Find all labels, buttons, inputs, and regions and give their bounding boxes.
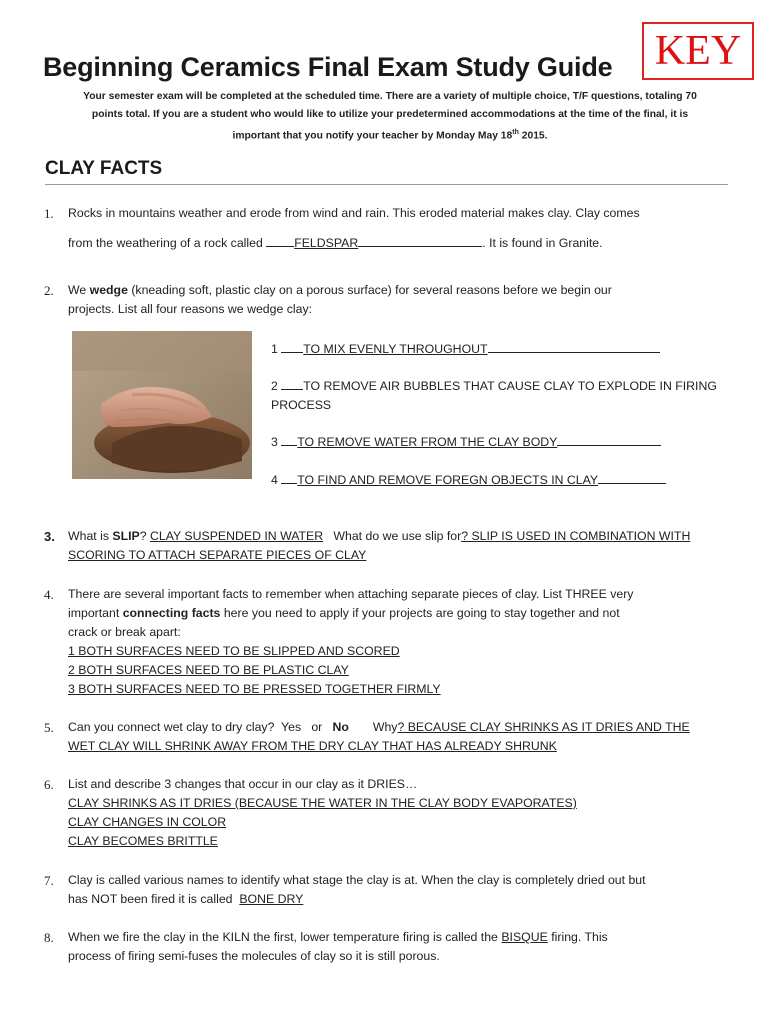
selected-answer: No bbox=[332, 720, 349, 734]
question-number: 2. bbox=[44, 283, 54, 298]
wedge-reason-2: 2 TO REMOVE AIR BUBBLES THAT CAUSE CLAY TO EXPLODE IN FIRING PROCESS bbox=[271, 376, 741, 415]
question-1: 1. Rocks in mountains weather and erode from wind and rain. This eroded material makes clay. Clay comes from the weathering of a rock called FELDSPAR . It is found in Granite. bbox=[44, 206, 640, 250]
intro-line: important that you notify your teacher by Monday May 18th 2015. bbox=[232, 129, 548, 142]
question-number: 5. bbox=[44, 720, 54, 735]
question-8: 8. When we fire the clay in the KILN the first, lower temperature firing is called the BISQUE firing. This process of firing semi-fuses the molecules of clay so it is still porous. bbox=[44, 930, 608, 963]
answer-text: WET CLAY WILL SHRINK AWAY FROM THE DRY CLAY THAT HAS ALREADY SHRUNK bbox=[68, 739, 557, 753]
answer-blank bbox=[358, 233, 482, 247]
answer-text: TO REMOVE AIR BUBBLES THAT CAUSE CLAY TO EXPLODE IN FIRING bbox=[303, 379, 717, 393]
answer-text: 3 BOTH SURFACES NEED TO BE PRESSED TOGETHER FIRMLY bbox=[68, 682, 441, 696]
answer-text: BISQUE bbox=[501, 930, 548, 944]
question-number: 1. bbox=[44, 206, 54, 221]
keyword: SLIP bbox=[112, 529, 140, 543]
answer-text: SCORING TO ATTACH SEPARATE PIECES OF CLAY bbox=[68, 548, 367, 562]
question-number: 8. bbox=[44, 930, 54, 945]
section-title: CLAY FACTS bbox=[45, 158, 163, 179]
answer-text: ? BECAUSE CLAY SHRINKS AS IT DRIES AND THE bbox=[397, 720, 690, 734]
keyword: wedge bbox=[89, 283, 128, 297]
key-label: KEY bbox=[654, 28, 742, 74]
question-4: 4. There are several important facts to remember when attaching separate pieces of clay. List THREE very important connecting facts here you need to apply if your projects are going to stay together and not crack or break apart: 1 BOTH SURFACES NEED TO BE SLIPPED AND SCORED 2 BOTH SURFACES NEED TO BE PLASTIC CLAY 3 BOTH SURFACES NEED TO BE PRESSED TOGETHER FIRMLY bbox=[68, 585, 748, 699]
answer-text: BONE DRY bbox=[239, 892, 304, 906]
intro-paragraph bbox=[50, 88, 730, 145]
answer-text: FELDSPAR bbox=[294, 236, 359, 250]
wedge-reason-1: 1 TO MIX EVENLY THROUGHOUT bbox=[271, 339, 741, 359]
answer-text: CLAY SUSPENDED IN WATER bbox=[150, 529, 324, 543]
wedging-clay-hands-icon bbox=[72, 331, 252, 479]
answer-text: TO MIX EVENLY THROUGHOUT bbox=[303, 342, 488, 356]
answer-text: TO FIND AND REMOVE FOREGN OBJECTS IN CLAY bbox=[297, 473, 599, 487]
answer-text: 2 BOTH SURFACES NEED TO BE PLASTIC CLAY bbox=[68, 663, 349, 677]
answer-text: TO REMOVE WATER FROM THE CLAY BODY bbox=[297, 435, 558, 449]
keyword: connecting facts bbox=[122, 606, 221, 620]
question-6: 6. List and describe 3 changes that occur in our clay as it DRIES… CLAY SHRINKS AS IT DRIES (BECAUSE THE WATER IN THE CLAY BODY EVAPORATES) CLAY CHANGES IN COLOR CLAY BECOMES BRITTLE bbox=[68, 775, 748, 851]
intro-line: Your semester exam will be completed at the scheduled time. There are a variety of multiple choice, T/F questions, totaling 70 bbox=[83, 91, 697, 102]
question-number: 3. bbox=[44, 529, 55, 544]
question-5: 5. Can you connect wet clay to dry clay? Yes or No Why? BECAUSE CLAY SHRINKS AS IT DRIES AND THE WET CLAY WILL SHRINK AWAY FROM THE DRY CLAY THAT HAS ALREADY SHRUNK bbox=[68, 718, 748, 756]
question-number: 6. bbox=[44, 777, 54, 792]
answer-text: CLAY BECOMES BRITTLE bbox=[68, 834, 218, 848]
answer-text: 1 BOTH SURFACES NEED TO BE SLIPPED AND SCORED bbox=[68, 644, 400, 658]
intro-line: points total. If you are a student who would like to utilize your predetermined accommodations at the time of the final, it is bbox=[91, 109, 689, 120]
question-7: 7. Clay is called various names to identify what stage the clay is at. When the clay is completely dried out but has NOT been fired it is called BONE DRY bbox=[44, 873, 646, 906]
question-number: 7. bbox=[44, 873, 54, 888]
wedge-reason-3: 3 TO REMOVE WATER FROM THE CLAY BODY bbox=[271, 432, 741, 452]
section-divider bbox=[45, 184, 728, 185]
answer-text: CLAY SHRINKS AS IT DRIES (BECAUSE THE WATER IN THE CLAY BODY EVAPORATES) bbox=[68, 796, 577, 810]
question-number: 4. bbox=[44, 587, 54, 602]
answer-blank bbox=[266, 233, 294, 247]
page-title: Beginning Ceramics Final Exam Study Guide bbox=[43, 52, 613, 82]
wedging-clay-photo bbox=[72, 331, 252, 479]
question-3: 3. What is SLIP? CLAY SUSPENDED IN WATER What do we use slip for? SLIP IS USED IN COMBINATION WITH SCORING TO ATTACH SEPARATE PIECES OF CLAY bbox=[68, 527, 748, 565]
answer-text: ? SLIP IS USED IN COMBINATION WITH bbox=[461, 529, 691, 543]
answer-text: CLAY CHANGES IN COLOR bbox=[68, 815, 227, 829]
answer-key-stamp bbox=[642, 22, 754, 80]
question-2: 2. We wedge (kneading soft, plastic clay on a porous surface) for several reasons before we begin our projects. List all four reasons we wedge clay: bbox=[44, 283, 612, 316]
wedge-reason-4: 4 TO FIND AND REMOVE FOREGN OBJECTS IN CLAY bbox=[271, 470, 741, 490]
